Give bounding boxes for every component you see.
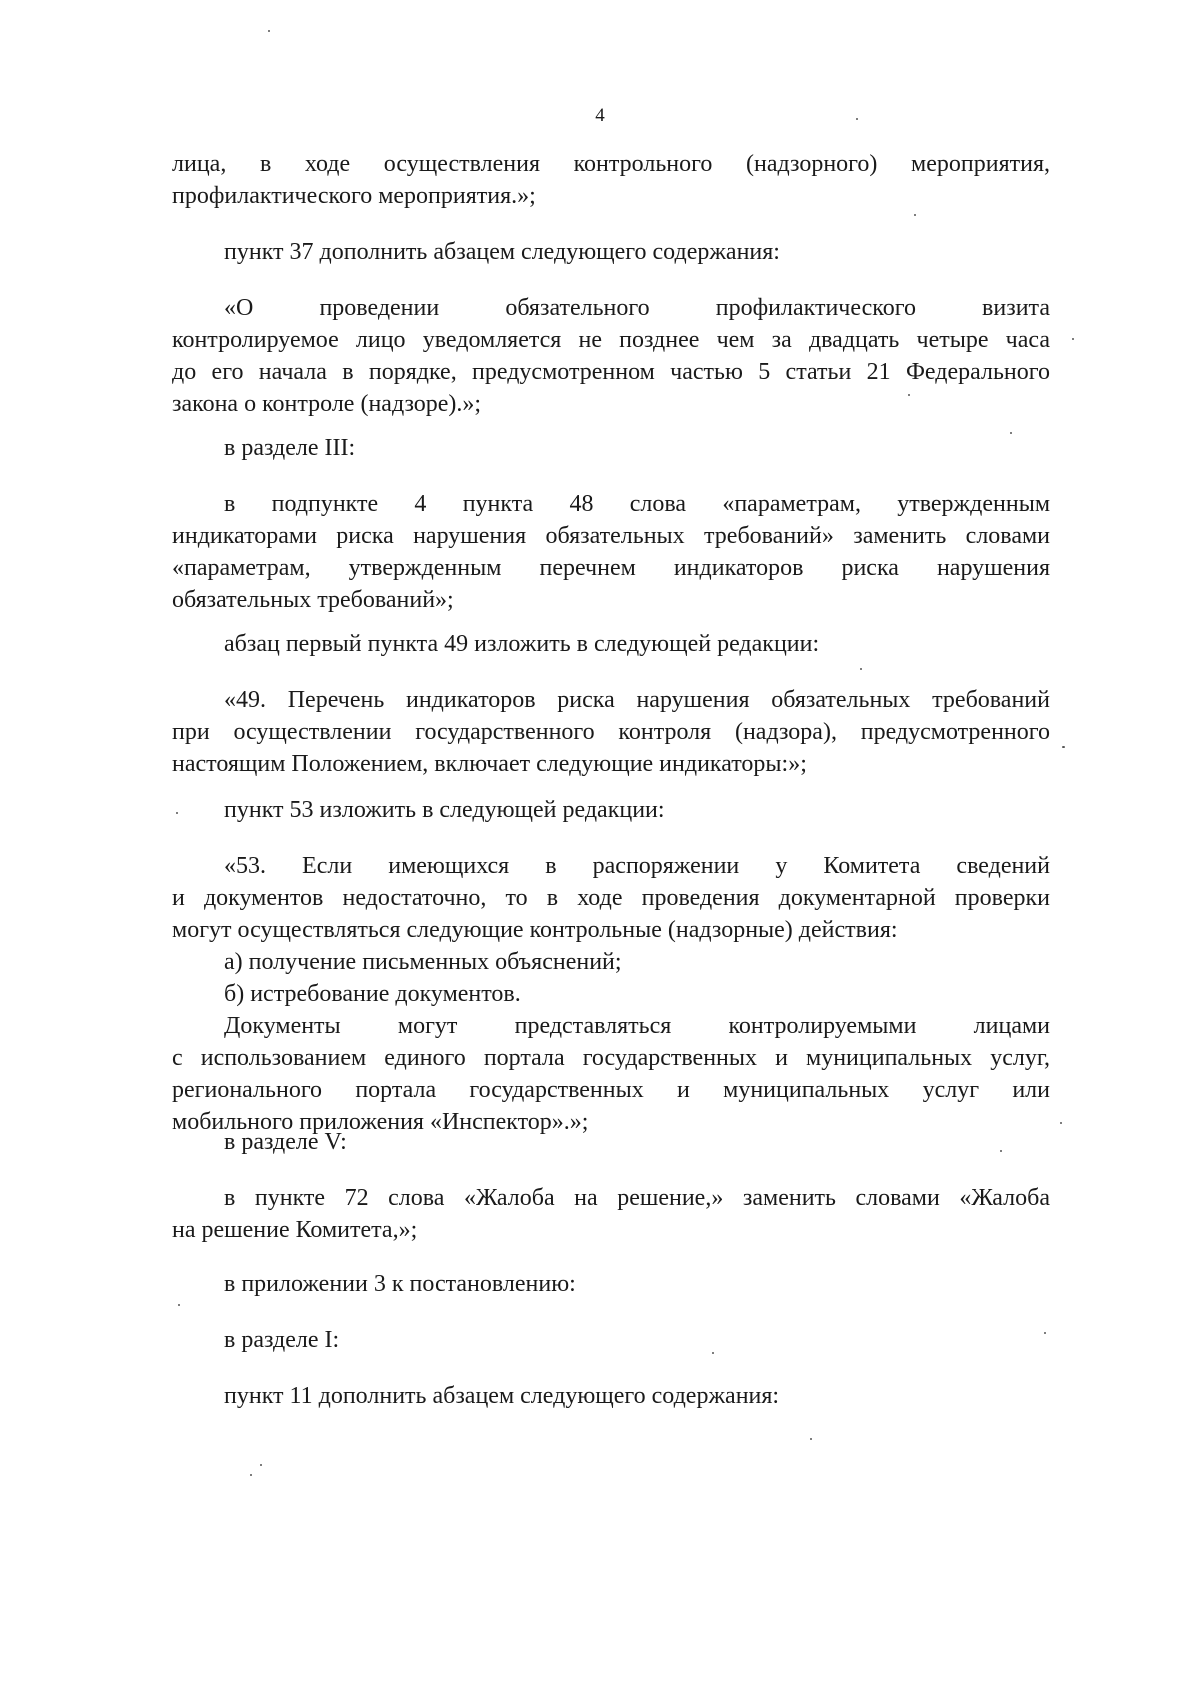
scan-speck [178,1304,180,1306]
scan-speck [260,1464,262,1466]
quoted-paragraph-53 [172,850,1050,1138]
quoted-paragraph-visit [172,292,1050,420]
scan-speck [1062,746,1065,748]
text-line: обязательных требований»; [172,587,454,613]
scan-speck [914,214,916,216]
text-line: регионального портала государственных и муниципальных услуг или [172,1077,1050,1103]
page-number: 4 [595,105,605,126]
text-line: «53. Если имеющихся в распоряжении у Комитета сведений [224,853,1050,879]
scan-speck [176,812,178,814]
text-line: с использованием единого портала государственных и муниципальных услуг, [172,1045,1050,1071]
section-heading-i: в разделе I: [224,1327,340,1353]
scan-speck [1044,1332,1046,1334]
section-heading-v: в разделе V: [224,1129,347,1155]
instruction-paragraph-72 [172,1182,1050,1246]
text-line: индикаторами риска нарушения обязательных требований» заменить словами [172,523,1050,549]
section-heading-iii: в разделе III: [224,435,356,461]
text-line: «параметрам, утвержденным перечнем индикаторов риска нарушения [172,555,1050,581]
list-item: б) истребование документов. [224,981,521,1007]
text-line: могут осуществляться следующие контрольные (надзорные) действия: [172,917,898,943]
list-item: а) получение письменных объяснений; [224,949,622,975]
text-line: «О проведении обязательного профилактического визита [224,295,1050,321]
instruction-paragraph-49: абзац первый пункта 49 изложить в следующей редакции: [224,631,820,657]
text-line: до его начала в порядке, предусмотренном частью 5 статьи 21 Федерального [172,359,1050,385]
quoted-paragraph-49 [172,684,1050,780]
scan-speck [1010,432,1012,434]
scan-speck [860,668,862,670]
text-line: при осуществлении государственного контроля (надзора), предусмотренного [172,719,1050,745]
text-line: настоящим Положением, включает следующие индикаторы:»; [172,751,807,777]
instruction-paragraph-53: пункт 53 изложить в следующей редакции: [224,797,665,823]
text-line: Документы могут представляться контролируемыми лицами [224,1013,1050,1039]
scan-speck [1000,1150,1002,1152]
text-line: «49. Перечень индикаторов риска нарушения обязательных требований [224,687,1050,713]
instruction-paragraph-11: пункт 11 дополнить абзацем следующего содержания: [224,1383,780,1409]
appendix-heading: в приложении 3 к постановлению: [224,1271,576,1297]
instruction-paragraph-37: пункт 37 дополнить абзацем следующего содержания: [224,239,780,265]
scan-speck [810,1438,812,1440]
text-line: в пункте 72 слова «Жалоба на решение,» заменить словами «Жалоба [224,1185,1050,1211]
scan-speck [1060,1122,1062,1124]
scan-speck [856,118,858,120]
text-line: профилактического мероприятия.»; [172,183,536,209]
scan-speck [712,1352,714,1354]
scan-speck [250,1474,252,1476]
scan-speck [268,30,270,32]
text-line: лица, в ходе осуществления контрольного (надзорного) мероприятия, [172,151,1050,177]
scan-speck [908,394,910,396]
paragraph-continuation [172,148,1050,212]
text-line: мобильного приложения «Инспектор».»; [172,1109,589,1135]
text-line: в подпункте 4 пункта 48 слова «параметрам, утвержденным [224,491,1050,517]
text-line: на решение Комитета,»; [172,1217,418,1243]
text-line: закона о контроле (надзоре).»; [172,391,482,417]
text-line: и документов недостаточно, то в ходе проведения документарной проверки [172,885,1050,911]
text-line: контролируемое лицо уведомляется не позднее чем за двадцать четыре часа [172,327,1050,353]
instruction-paragraph-48 [172,488,1050,616]
scan-speck [1072,338,1074,340]
